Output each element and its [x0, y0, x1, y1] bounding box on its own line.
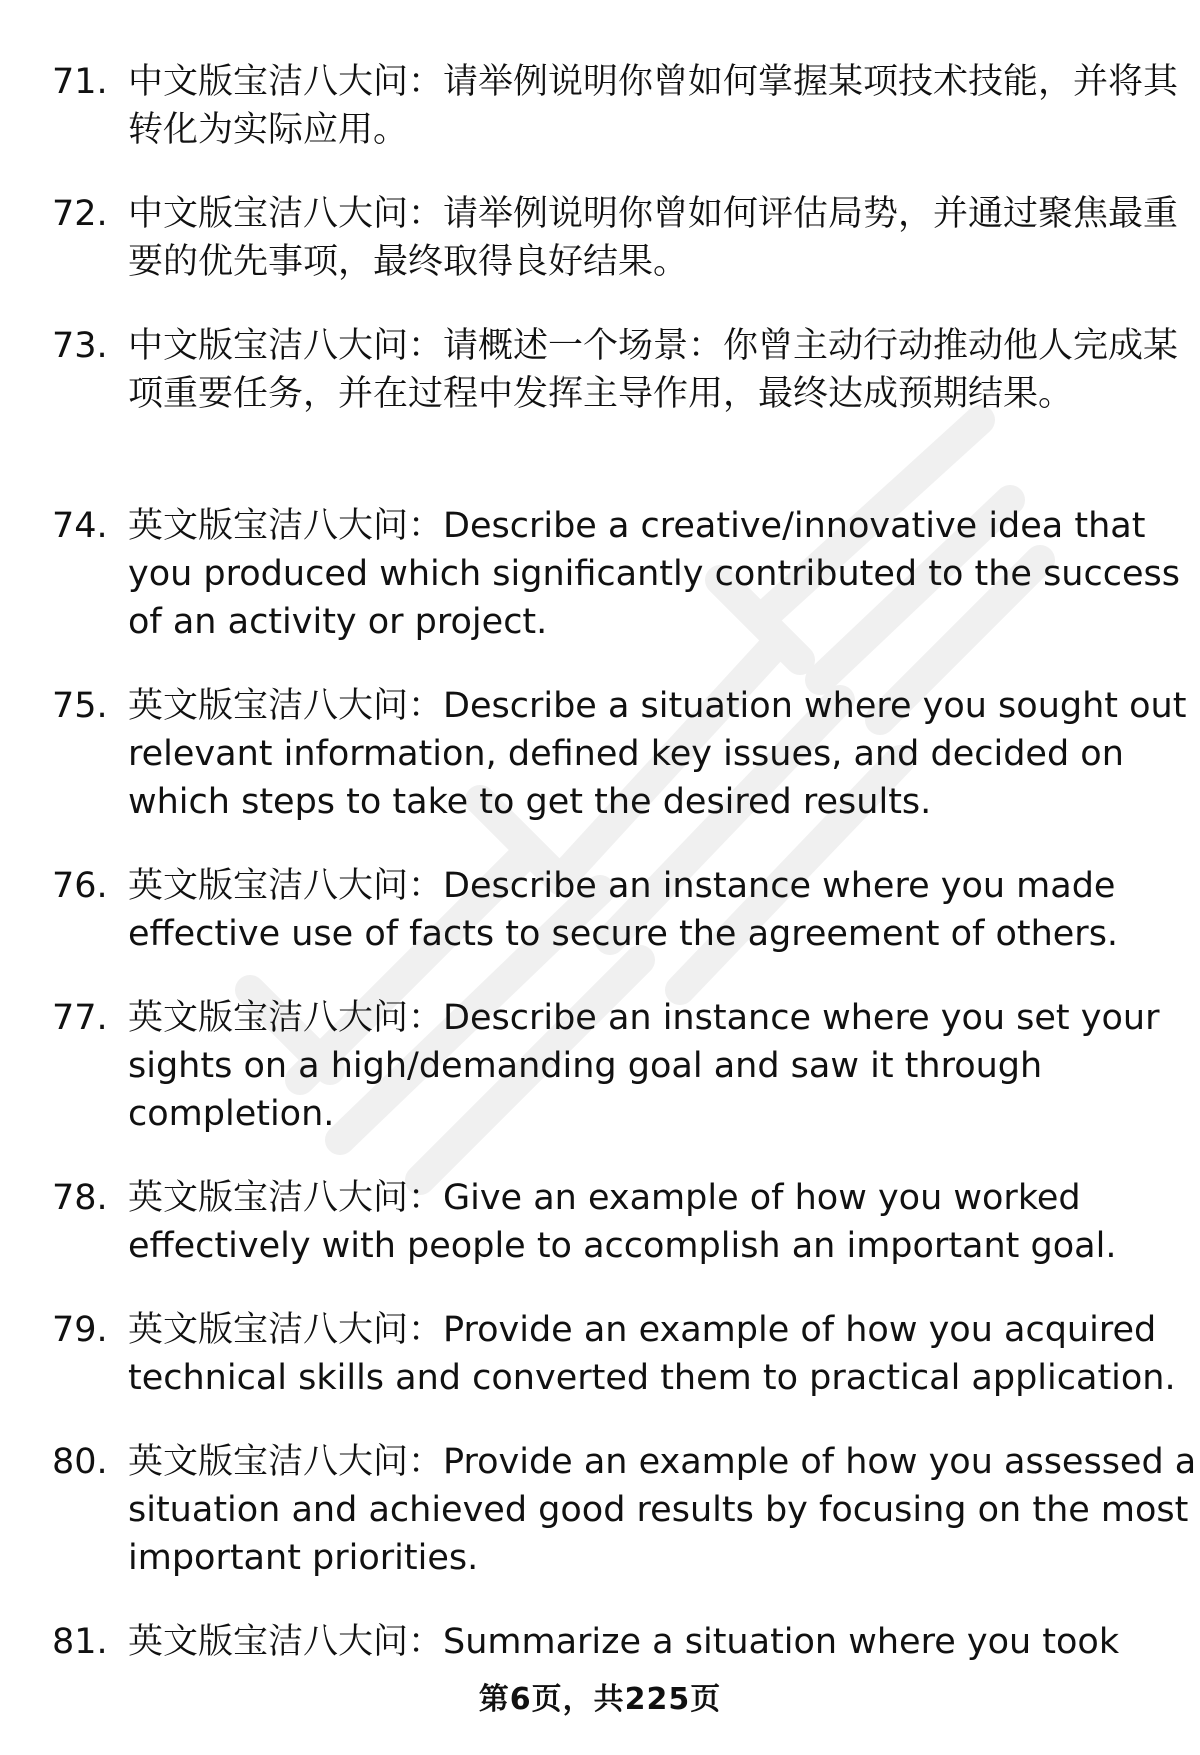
item-number: 76. — [52, 866, 108, 906]
item-number: 81. — [52, 1622, 108, 1662]
item-text: 英文版宝洁八大问：Describe an instance where you made effective use of facts to secure the agreement of others. — [128, 866, 1119, 954]
item-text: 英文版宝洁八大问：Describe a situation where you sought out relevant information, defined key issues, and decided on which steps to take to get the desired results. — [128, 686, 1187, 822]
item-number: 80. — [52, 1442, 108, 1482]
item-number: 78. — [52, 1178, 108, 1218]
item-text: 中文版宝洁八大问：请概述一个场景：你曾主动行动推动他人完成某项重要任务，并在过程中发挥主导作用，最终达成预期结果。 — [128, 326, 1179, 414]
item-text: 英文版宝洁八大问：Provide an example of how you acquired technical skills and converted them to practical application. — [128, 1310, 1176, 1398]
page-footer: 第6页，共225页 — [478, 1682, 722, 1717]
item-number: 72. — [52, 194, 108, 234]
item-text: 英文版宝洁八大问：Summarize a situation where you took — [128, 1622, 1120, 1662]
item-number: 75. — [52, 686, 108, 726]
item-number: 73. — [52, 326, 108, 366]
item-text: 英文版宝洁八大问：Describe an instance where you set your sights on a high/demanding goal and saw it through completion. — [128, 998, 1160, 1134]
item-text: 中文版宝洁八大问：请举例说明你曾如何评估局势，并通过聚焦最重要的优先事项，最终取得良好结果。 — [128, 194, 1179, 282]
item-text: 英文版宝洁八大问：Give an example of how you worked effectively with people to accomplish an important goal. — [128, 1178, 1117, 1266]
item-number: 77. — [52, 998, 108, 1038]
item-text: 中文版宝洁八大问：请举例说明你曾如何掌握某项技术技能，并将其转化为实际应用。 — [128, 62, 1179, 150]
item-number: 79. — [52, 1310, 108, 1350]
item-text: 英文版宝洁八大问：Provide an example of how you assessed a situation and achieved good results by focusing on the most important priorities. — [128, 1442, 1197, 1578]
item-number: 74. — [52, 506, 108, 546]
item-number: 71. — [52, 62, 108, 102]
item-text: 英文版宝洁八大问：Describe a creative/innovative idea that you produced which significantly contributed to the success of an activity or project. — [128, 506, 1180, 642]
